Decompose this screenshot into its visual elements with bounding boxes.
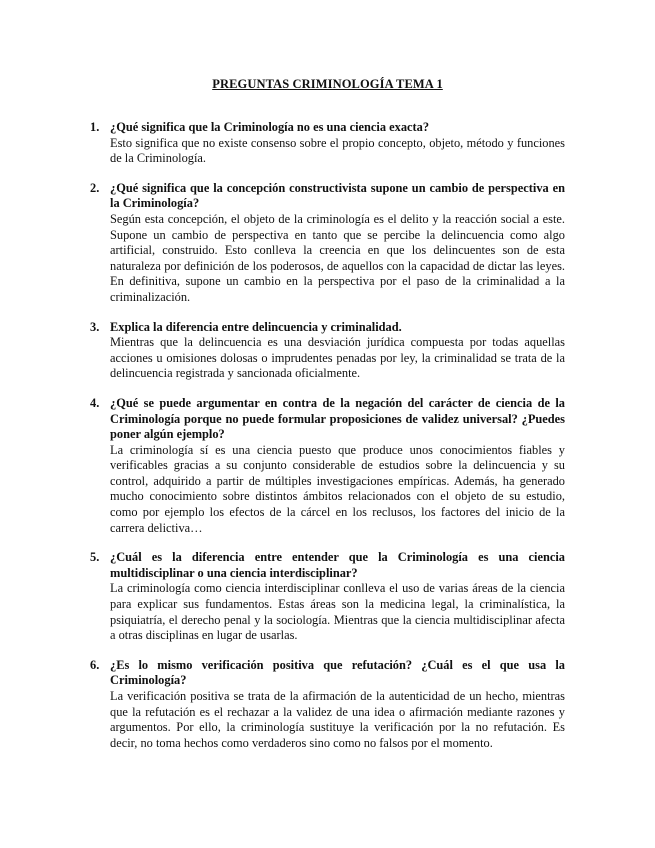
answer-text: La criminología como ciencia interdisciplinar conlleva el uso de varias áreas de la ciencia para explicar sus fundamentos. Estas áreas son la medicina legal, la criminalística, la psiquiatría, el derecho penal y la sociología. Mientras que la ciencia multidisciplinar afecta a otras disciplinas en lugar de usarlas. — [110, 581, 565, 643]
question-number: 6. — [90, 657, 100, 672]
question-item-1 — [90, 120, 565, 167]
question-heading — [90, 658, 565, 689]
question-number: 2. — [90, 180, 100, 195]
question-heading — [90, 181, 565, 212]
answer-text: Mientras que la delincuencia es una desviación jurídica compuesta por todas aquellas acciones u omisiones dolosas o imprudentes penadas por ley, la criminalidad se trata de la delincuencia registrada y sancionada oficialmente. — [110, 335, 565, 381]
question-item-4 — [90, 396, 565, 536]
question-item-3 — [90, 320, 565, 382]
question-number: 1. — [90, 120, 100, 134]
question-number: 4. — [90, 395, 100, 410]
question-item-5 — [90, 550, 565, 644]
question-number: 5. — [90, 550, 100, 565]
question-heading — [90, 320, 565, 336]
answer-text: La criminología sí es una ciencia puesto que produce unos conocimientos fiables y verificables gracias a su conjunto considerable de estudios sobre la delincuencia y su control, adquirido a partir de múltiples investigaciones empíricas. Además, ha generado mucho conocimiento sobre distintos ámbitos relacionados con el objeto de su estudio, como por ejemplo los efectos de la cárcel en los reclusos, los factores del inicio de la carrera delictiva… — [110, 442, 565, 535]
question-item-2 — [90, 181, 565, 306]
question-list — [90, 120, 565, 765]
question-text: ¿Qué significa que la concepción constructivista supone un cambio de perspectiva en la Criminología? — [110, 180, 565, 211]
question-heading — [90, 550, 565, 581]
question-text: ¿Cuál es la diferencia entre entender que la Criminología es una ciencia multidisciplinar o una ciencia interdisciplinar? — [110, 550, 565, 580]
question-heading — [90, 396, 565, 443]
answer-text: Esto significa que no existe consenso sobre el propio concepto, objeto, método y funciones de la Criminología. — [110, 135, 565, 166]
question-text: ¿Qué se puede argumentar en contra de la negación del carácter de ciencia de la Criminología porque no puede formular proposiciones de validez universal? ¿Puedes poner algún ejemplo? — [110, 395, 565, 442]
question-item-6 — [90, 658, 565, 752]
question-number: 3. — [90, 319, 100, 334]
answer-text: Según esta concepción, el objeto de la criminología es el delito y la reacción social a este. Supone un cambio de perspectiva en tanto que se percibe la delincuencia como algo artificial, construido. Esto conlleva la creencia en que los delincuentes son de esta naturaleza por definición de los poderosos, de aquellos con la capacidad de dictar las leyes. En definitiva, supone un cambio en la perspectiva por el paso de la criminalidad a la criminalización. — [110, 211, 565, 304]
question-text: ¿Es lo mismo verificación positiva que refutación? ¿Cuál es el que usa la Criminología? — [110, 657, 565, 688]
answer-text: La verificación positiva se trata de la afirmación de la autenticidad de un hecho, mientras que la refutación es el rechazar a la validez de una idea o afirmación mediante razones y argumentos. Por ello, la criminología sustituye la verificación por la no refutación. Es decir, no toma hechos como verdaderos sino como no falsos por el momento. — [110, 689, 565, 750]
question-text: ¿Qué significa que la Criminología no es una ciencia exacta? — [110, 120, 430, 134]
question-text: Explica la diferencia entre delincuencia y criminalidad. — [110, 319, 402, 334]
page-title: PREGUNTAS CRIMINOLOGÍA TEMA 1 — [212, 77, 443, 91]
question-heading — [90, 120, 565, 136]
